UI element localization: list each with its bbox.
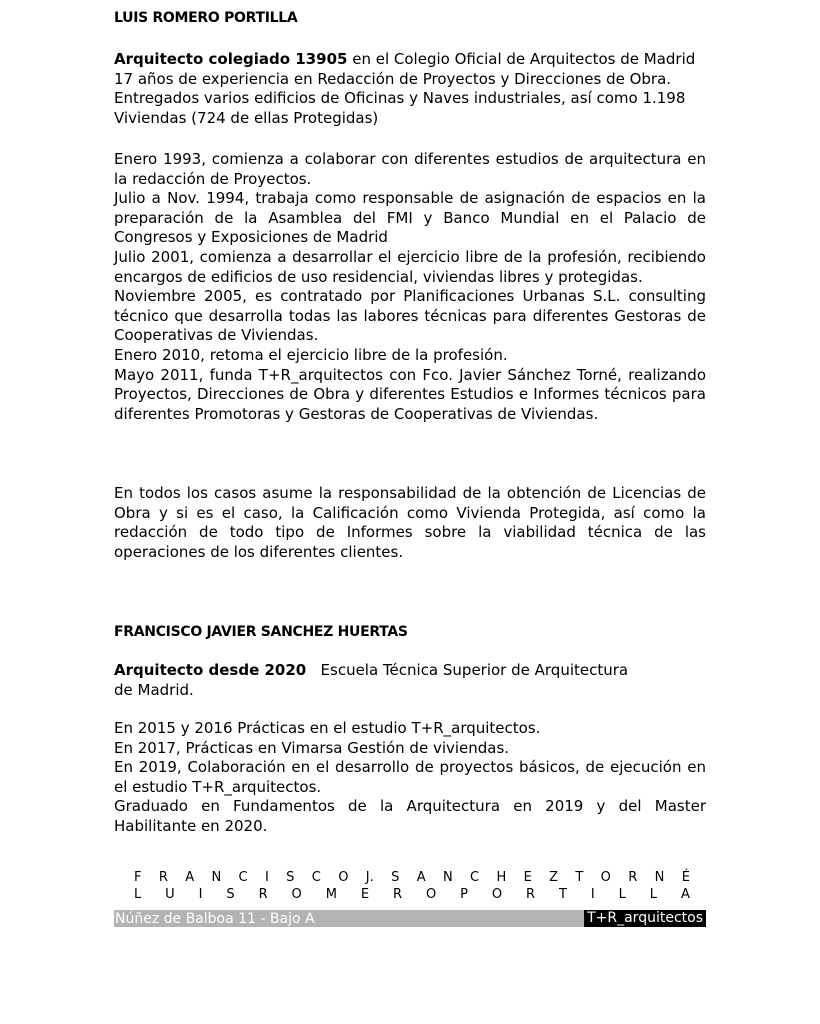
footer-letter: O (491, 887, 503, 902)
footer-letter: C (311, 870, 321, 885)
footer-letter: N (442, 870, 453, 885)
footer-letter: N (211, 870, 222, 885)
footer-letter: É (681, 870, 690, 885)
footer-letter: O (338, 870, 349, 885)
footer-letter: I (198, 887, 203, 902)
footer-letter: C (238, 870, 248, 885)
person1-intro-line: Viviendas (724 de ellas Protegidas) (114, 108, 379, 127)
footer-letter: N (654, 870, 665, 885)
footer-letter: R (526, 887, 536, 902)
footer-letter: L (649, 887, 658, 902)
footer-letter: E (523, 870, 532, 885)
footer-letter: R (628, 870, 638, 885)
footer-letter: A (680, 887, 690, 902)
person1-career (114, 150, 706, 424)
person2-items (114, 719, 706, 837)
footer-letter: A (185, 870, 195, 885)
person1-title (114, 50, 706, 70)
footer-letter: I (264, 870, 269, 885)
person2-item: Graduado en Fundamentos de la Arquitectura en 2019 y del Master Habilitante en 2020. (114, 797, 706, 835)
footer-letter: E (360, 887, 370, 902)
footer-name-line-2 (134, 887, 690, 902)
footer-letter: F (134, 870, 142, 885)
footer-letter: I (590, 887, 595, 902)
footer-letter: T (575, 870, 584, 885)
footer-letter: O (425, 887, 437, 902)
footer-letter: S (391, 870, 400, 885)
footer-letter: S (286, 870, 295, 885)
footer-letter: L (134, 887, 142, 902)
person1-intro-line: Entregados varios edificios de Oficinas y Naves industriales, así como 1.198 (114, 89, 686, 108)
footer-letter: R (158, 870, 168, 885)
footer-letter: U (165, 887, 175, 902)
career-item: Julio a Nov. 1994, trabaja como responsable de asignación de espacios en la preparación de la Asamblea del FMI y Banco Mundial en el Palacio de Congresos y Exposiciones de Madrid (114, 189, 706, 247)
person2-item: En 2017, Prácticas en Vimarsa Gestión de viviendas. (114, 738, 510, 757)
career-item: Noviembre 2005, es contratado por Planificaciones Urbanas S.L. consulting técnico que desarrolla todas las labores técnicas para diferentes Gestoras de Cooperativas de Viviendas. (114, 287, 706, 345)
person2-title (114, 661, 706, 681)
footer-bar (114, 910, 706, 927)
person1-summary (114, 484, 706, 562)
footer-letter: R (258, 887, 268, 902)
person1-name: LUIS ROMERO PORTILLA (114, 10, 298, 26)
footer-letter: O (291, 887, 302, 902)
person2-title-rest: Escuela Técnica Superior de Arquitectura (306, 661, 629, 679)
footer-letter: L (618, 887, 626, 902)
person1-title-bold: Arquitecto colegiado 13905 (114, 50, 348, 68)
footer-letter: P (460, 887, 468, 902)
footer-letter: T (558, 887, 567, 902)
footer-letter: O (600, 870, 611, 885)
person2-item: En 2019, Colaboración en el desarrollo de proyectos básicos, de ejecución en el estudio T+R_arquitectos. (114, 758, 706, 796)
footer-name-line-1 (134, 870, 690, 885)
footer-letter: Z (549, 870, 559, 885)
person1-intro (114, 50, 706, 128)
person2-title-line2: de Madrid. (114, 680, 194, 699)
summary-text: En todos los casos asume la responsabilidad de la obtención de Licencias de Obra y si es el caso, la Calificación como Vivienda Protegida, así como la redacción de todo tipo de Informes sobre la viabilidad técnica de las operaciones de los diferentes clientes. (114, 484, 706, 561)
career-item: Enero 2010, retoma el ejercicio libre de la profesión. (114, 345, 508, 364)
footer-address: Núñez de Balboa 11 - Bajo A (115, 910, 315, 927)
footer-letter: M (325, 887, 337, 902)
footer-letter: R (392, 887, 403, 902)
person2-item: En 2015 y 2016 Prácticas en el estudio T+R_arquitectos. (114, 719, 541, 737)
footer-letter: C (470, 870, 480, 885)
person2-name: FRANCISCO JAVIER SANCHEZ HUERTAS (114, 624, 408, 640)
person1-intro-line: 17 años de experiencia en Redacción de Proyectos y Direcciones de Obra. (114, 69, 672, 88)
footer-letter: J. (365, 870, 374, 885)
footer-letter: S (226, 887, 235, 902)
person1-title-rest: en el Colegio Oficial de Arquitectos de Madrid (347, 50, 696, 68)
person2-title-bold: Arquitecto desde 2020 (114, 661, 307, 679)
person2-title-block (114, 661, 706, 700)
career-item: Mayo 2011, funda T+R_arquitectos con Fco. Javier Sánchez Torné, realizando Proyectos, Direcciones de Obra y diferentes Estudios e Informes técnicos para diferentes Promotoras y Gestoras de Cooperativas de Viviendas. (114, 365, 706, 423)
footer-letter: A (416, 870, 426, 885)
footer-letter: H (496, 870, 507, 885)
footer-brand: T+R_arquitectos (584, 910, 706, 927)
career-item: Julio 2001, comienza a desarrollar el ejercicio libre de la profesión, recibiendo encargos de edificios de uso residencial, viviendas libres y protegidas. (114, 247, 706, 286)
career-item: Enero 1993, comienza a colaborar con diferentes estudios de arquitectura en la redacción de Proyectos. (114, 150, 706, 188)
